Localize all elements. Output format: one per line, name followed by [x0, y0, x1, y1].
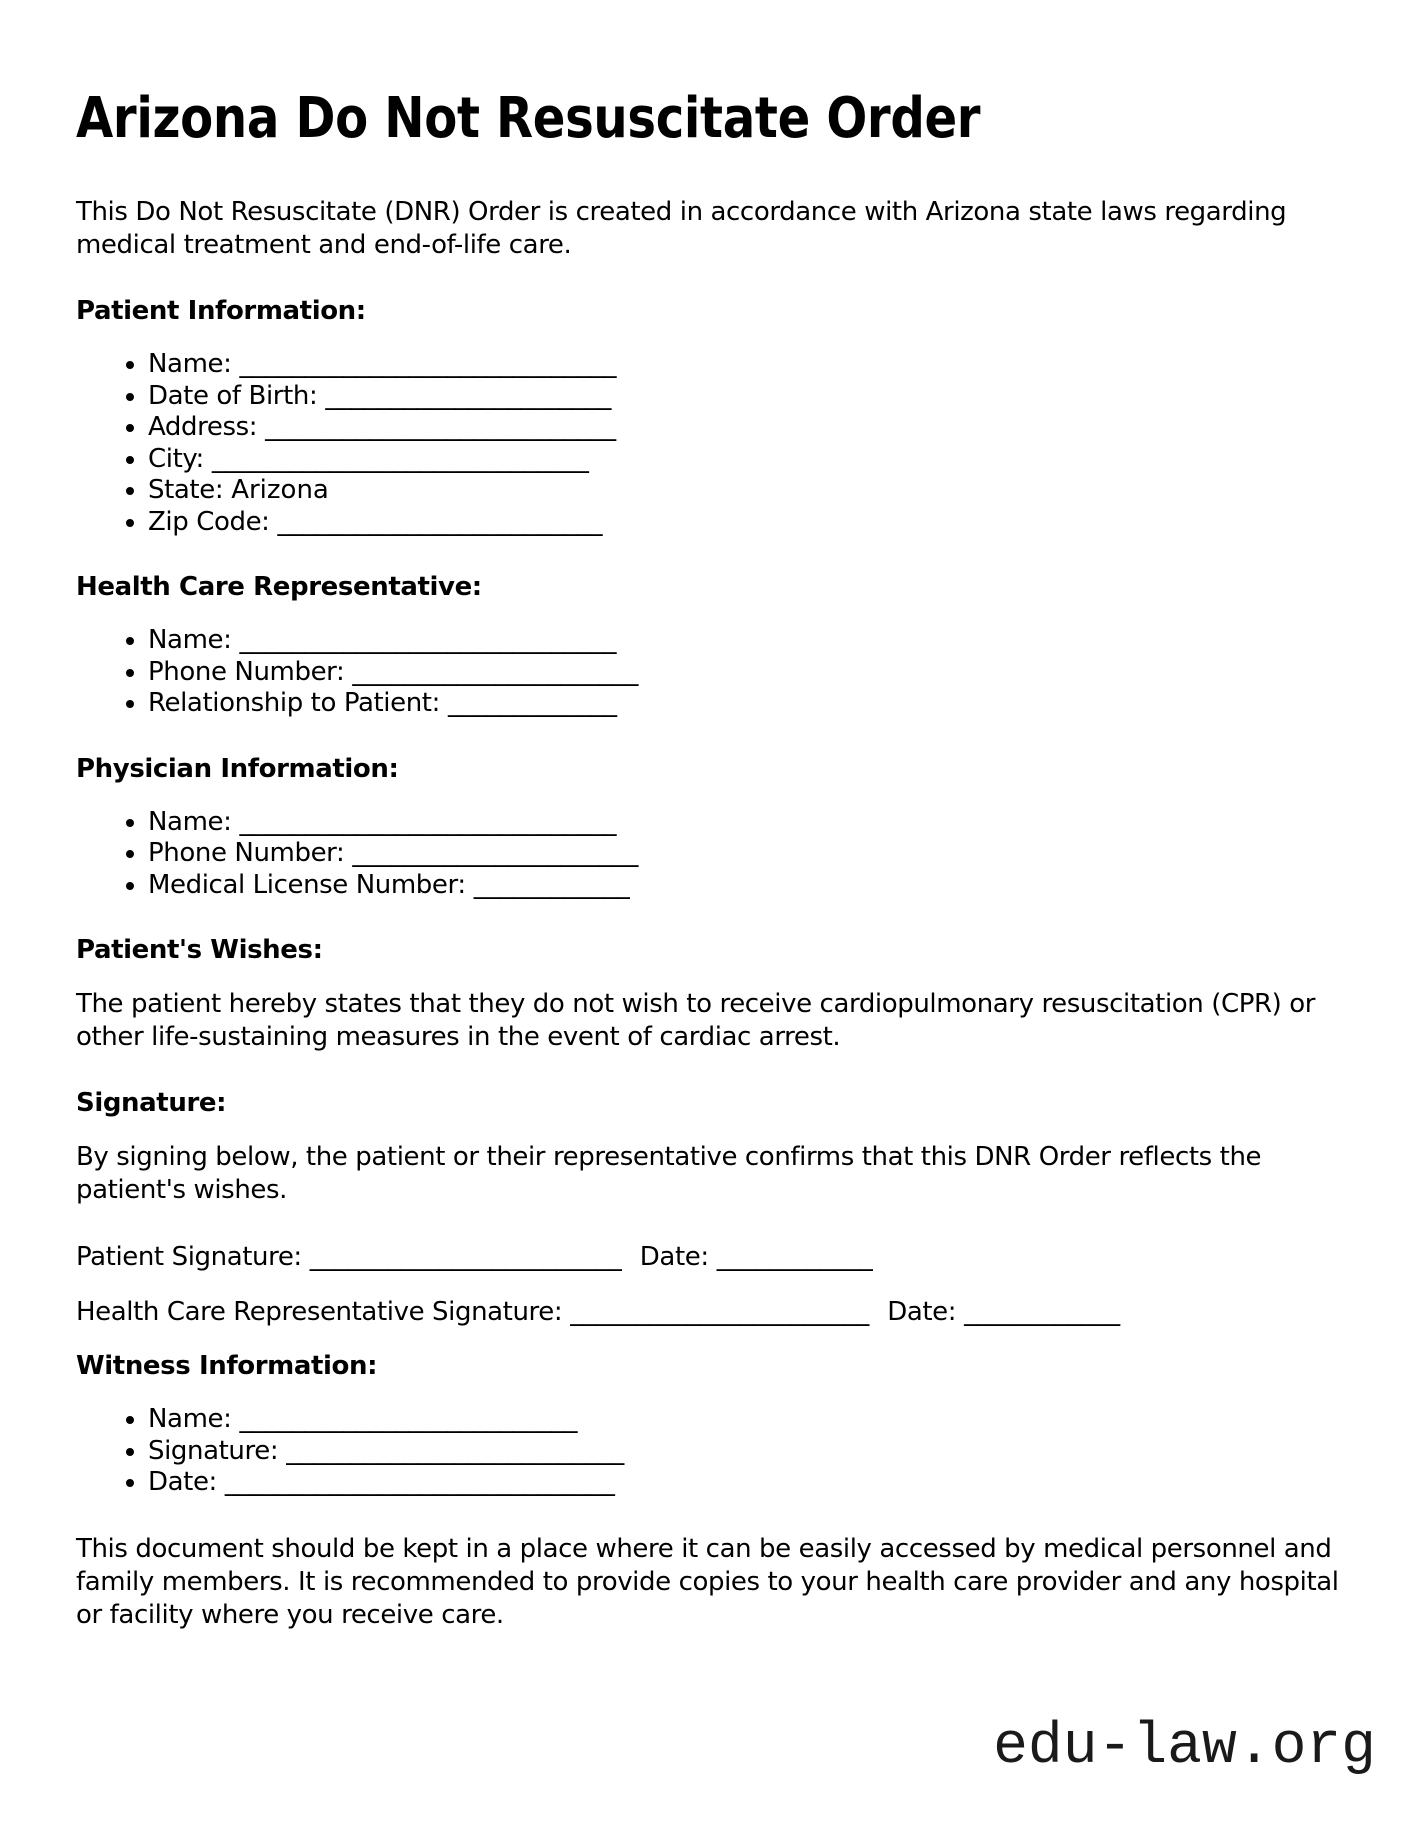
- field-row-physician-license: [148, 870, 1360, 902]
- patient-signature-row: [76, 1241, 1360, 1274]
- representative-date-label: Date:: [887, 1297, 957, 1327]
- field-label: Date:: [148, 1467, 217, 1497]
- page-title: Arizona Do Not Resuscitate Order: [76, 86, 981, 151]
- field-row-witness-name: [148, 1404, 1360, 1436]
- field-label: Name:: [148, 349, 232, 379]
- field-label: Name:: [148, 625, 232, 655]
- section-heading-witness-information: Witness Information:: [76, 1351, 378, 1381]
- field-blank-line: ___________________________: [265, 412, 617, 442]
- field-row-physician-name: [148, 807, 1360, 839]
- field-row-rep-relationship: [148, 688, 1360, 720]
- field-blank-line: _____________________________: [239, 625, 617, 655]
- field-label: Phone Number:: [148, 656, 345, 687]
- field-row-witness-date: [148, 1467, 1360, 1499]
- field-label: Address:: [148, 412, 258, 442]
- physician-information-list: [76, 807, 1360, 902]
- field-label: City:: [148, 443, 204, 474]
- field-label: Name:: [148, 806, 232, 837]
- field-row-rep-phone: [148, 657, 1360, 689]
- field-row-patient-zip: [148, 507, 1360, 539]
- signature-statement-paragraph: By signing below, the patient or their representative confirms that this DNR Order reflects the patient's wishes.: [76, 1142, 1262, 1205]
- closing-note-paragraph: This document should be kept in a place where it can be easily accessed by medical personnel and family members. It is recommended to provide copies to your health care provider and any hospital or facility where you receive care.: [76, 1533, 1339, 1630]
- field-row-patient-dob: [148, 381, 1360, 413]
- field-row-patient-address: [148, 412, 1360, 444]
- field-row-rep-name: [148, 625, 1360, 657]
- field-blank-line: _____________________________: [239, 806, 617, 837]
- field-blank-line: _____________________________: [239, 349, 617, 379]
- field-row-witness-signature: [148, 1436, 1360, 1468]
- field-value: Arizona: [231, 475, 329, 505]
- field-blank-line: _________________________: [277, 506, 603, 537]
- field-label: Date of Birth:: [148, 380, 318, 411]
- field-blank-line: _____________________________: [211, 443, 589, 474]
- field-label: Medical License Number:: [148, 869, 466, 900]
- field-row-patient-city: [148, 444, 1360, 476]
- patient-date-blank-line: ____________: [716, 1242, 873, 1272]
- patient-signature-blank-line: ________________________: [309, 1242, 622, 1272]
- health-care-representative-list: [76, 625, 1360, 720]
- section-heading-health-care-representative: Health Care Representative:: [76, 572, 482, 602]
- field-label: Name:: [148, 1404, 232, 1434]
- field-blank-line: __________________________: [239, 1404, 578, 1434]
- field-blank-line: ____________: [473, 869, 630, 900]
- patients-wishes-paragraph: The patient hereby states that they do not wish to receive cardiopulmonary resuscitation (CPR) or other life-sustaining measures in the event of cardiac arrest.: [76, 989, 1316, 1052]
- field-blank-line: ______________________: [325, 380, 612, 411]
- field-row-physician-phone: [148, 838, 1360, 870]
- field-label: Phone Number:: [148, 838, 345, 868]
- edu-law-org-watermark: edu-law.org: [993, 1715, 1376, 1780]
- witness-information-list: [76, 1404, 1360, 1499]
- intro-paragraph: This Do Not Resuscitate (DNR) Order is created in accordance with Arizona state laws regarding medical treatment and end-of-life care.: [76, 197, 1287, 260]
- representative-signature-label: Health Care Representative Signature:: [76, 1297, 563, 1327]
- section-heading-patients-wishes: Patient's Wishes:: [76, 935, 323, 965]
- field-blank-line: ______________________________: [224, 1467, 615, 1497]
- field-row-patient-state: [148, 475, 1360, 507]
- patient-signature-label: Patient Signature:: [76, 1242, 302, 1272]
- field-label: Zip Code:: [148, 506, 270, 537]
- field-label: State:: [148, 475, 224, 505]
- patient-information-list: [76, 349, 1360, 538]
- patient-date-label: Date:: [639, 1242, 709, 1272]
- representative-signature-blank-line: _______________________: [570, 1297, 870, 1327]
- section-heading-signature: Signature:: [76, 1088, 227, 1118]
- field-row-patient-name: [148, 349, 1360, 381]
- field-blank-line: ______________________: [352, 656, 639, 687]
- representative-signature-row: [76, 1296, 1360, 1329]
- representative-date-blank-line: ____________: [964, 1297, 1121, 1327]
- field-label: Relationship to Patient:: [148, 688, 440, 718]
- field-blank-line: ______________________: [352, 838, 639, 868]
- section-heading-physician-information: Physician Information:: [76, 753, 399, 784]
- field-blank-line: _____________: [447, 688, 617, 718]
- field-blank-line: __________________________: [286, 1435, 625, 1466]
- field-label: Signature:: [148, 1435, 279, 1466]
- section-heading-patient-information: Patient Information:: [76, 296, 366, 326]
